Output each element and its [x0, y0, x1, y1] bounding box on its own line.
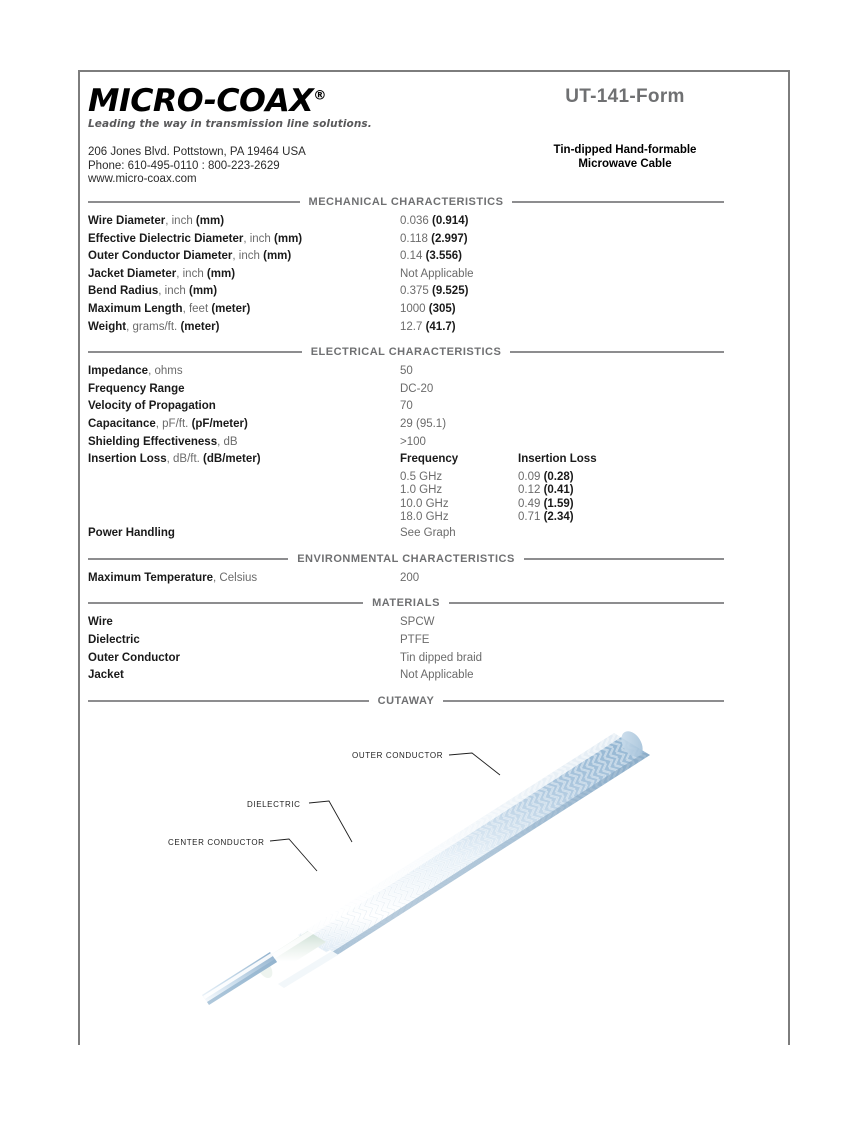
section-header-materials	[88, 595, 724, 611]
unit-imperial: , inch	[232, 250, 264, 263]
mechanical-label: Maximum Length, feet (meter)	[88, 302, 251, 315]
electrical-label: Shielding Effectiveness, dB	[88, 435, 238, 448]
materials-label: Wire	[88, 616, 113, 629]
spec-row	[80, 285, 788, 303]
page-header	[80, 72, 788, 190]
section-header-electrical	[88, 344, 724, 360]
value-metric: (305)	[428, 302, 456, 315]
spec-row	[80, 616, 788, 634]
value-metric: (0.914)	[431, 215, 469, 227]
unit-metric: (mm)	[195, 215, 225, 227]
address-street: 206 Jones Blvd. Pottstown, PA 19464 USA	[88, 146, 306, 158]
part-number-title: UT-141-Form	[565, 86, 685, 107]
insertion-loss-row	[88, 498, 788, 511]
rule-right	[512, 201, 724, 203]
environmental-label: Maximum Temperature, Celsius	[88, 571, 258, 584]
address-phone: Phone: 610-495-0110 : 800-223-2629	[88, 159, 280, 172]
environmental-value: 200	[400, 571, 420, 584]
spec-row	[80, 250, 788, 268]
electrical-label: Frequency Range	[88, 382, 185, 395]
mechanical-label: Effective Dielectric Diameter, inch (mm)	[88, 232, 303, 245]
datasheet-page	[80, 72, 788, 1045]
unit-metric: (mm)	[188, 285, 218, 298]
mechanical-label: Weight, grams/ft. (meter)	[88, 320, 220, 333]
materials-label: Outer Conductor	[88, 651, 180, 664]
unit-imperial: , inch	[243, 232, 275, 245]
spec-row	[80, 268, 788, 286]
unit-imperial: , dB	[217, 435, 238, 448]
callout-label-center-conductor: CENTER CONDUCTOR	[168, 837, 265, 847]
spec-row	[80, 365, 788, 383]
callout-outer-conductor	[352, 751, 500, 775]
micro-coax-logo	[88, 83, 425, 119]
materials-label: Dielectric	[88, 634, 140, 647]
electrical-value: 50	[400, 365, 413, 378]
section-title-cutaway: CUTAWAY	[377, 694, 435, 707]
product-description-line2: Microwave Cable	[578, 157, 672, 170]
rule-left	[88, 351, 302, 353]
insertion-loss-metric: (0.41)	[543, 484, 574, 497]
registered-trademark-icon: ®	[313, 88, 327, 104]
section-header-environmental	[88, 551, 724, 567]
materials-spec-list	[80, 616, 788, 686]
mechanical-label: Bend Radius, inch (mm)	[88, 285, 218, 298]
spec-row	[80, 383, 788, 401]
company-tagline: Leading the way in transmission line solutions.	[88, 118, 372, 130]
mechanical-label: Wire Diameter, inch (mm)	[88, 215, 225, 227]
mechanical-value: 0.036 (0.914)	[400, 215, 469, 227]
electrical-label: Capacitance, pF/ft. (pF/meter)	[88, 417, 248, 430]
electrical-label: Impedance, ohms	[88, 365, 183, 378]
outer-conductor-body	[298, 731, 650, 957]
unit-imperial: , grams/ft.	[126, 320, 181, 333]
rule-right	[510, 351, 724, 353]
power-handling-row	[80, 527, 788, 545]
insertion-loss-label: Insertion Loss, dB/ft. (dB/meter)	[88, 453, 261, 466]
cutaway-diagram	[80, 711, 788, 1011]
company-address	[88, 146, 306, 187]
spacer	[88, 484, 400, 497]
column-header-insertion-loss: Insertion Loss	[518, 453, 597, 466]
mechanical-spec-list	[80, 215, 788, 338]
section-title-materials: MATERIALS	[372, 597, 440, 610]
insertion-loss-frequency: 18.0 GHz	[400, 510, 449, 523]
electrical-value: 29 (95.1)	[400, 417, 447, 430]
materials-value: Tin dipped braid	[400, 651, 483, 664]
materials-value: PTFE	[400, 634, 430, 647]
insertion-loss-frequency: 0.5 GHz	[400, 470, 443, 483]
section-title-mechanical: MECHANICAL CHARACTERISTICS	[308, 196, 504, 208]
insertion-loss-value: 0.09 (0.28)	[518, 470, 574, 483]
unit-metric: (meter)	[211, 302, 251, 315]
cutaway-illustration	[80, 711, 788, 1011]
column-header-frequency: Frequency	[400, 453, 459, 466]
section-title-electrical: ELECTRICAL CHARACTERISTICS	[310, 346, 502, 359]
insertion-loss-block	[80, 453, 788, 524]
rule-right	[443, 700, 724, 702]
spec-row	[80, 652, 788, 670]
insertion-loss-value: 0.71 (2.34)	[518, 510, 574, 523]
insertion-loss-row	[88, 484, 788, 497]
callout-center-conductor	[168, 838, 317, 871]
unit-imperial: , inch	[176, 267, 207, 280]
unit-metric: (mm)	[263, 250, 292, 263]
rule-right	[449, 602, 724, 604]
leader-line-outer-conductor	[449, 753, 500, 775]
rule-right	[524, 558, 724, 560]
spec-row	[80, 418, 788, 436]
value-metric: (9.525)	[431, 285, 469, 298]
insertion-loss-metric: (1.59)	[543, 497, 574, 510]
rule-left	[88, 558, 288, 560]
spec-row	[80, 303, 788, 321]
mechanical-value: 12.7 (41.7)	[400, 320, 456, 333]
spec-row	[80, 669, 788, 687]
unit-imperial: , inch	[165, 215, 196, 227]
insertion-loss-row	[88, 511, 788, 524]
electrical-label: Velocity of Propagation	[88, 400, 216, 413]
mechanical-value: 0.118 (2.997)	[400, 232, 468, 245]
logo-wordmark-text: MICRO-COAX	[88, 83, 314, 119]
insertion-loss-frequency: 10.0 GHz	[400, 497, 449, 510]
insertion-loss-value: 0.12 (0.41)	[518, 484, 574, 497]
electrical-spec-list	[80, 365, 788, 453]
product-title-block	[480, 86, 770, 171]
unit-imperial: , feet	[182, 302, 212, 315]
leader-line-center-conductor	[270, 839, 317, 871]
unit-imperial: , pF/ft.	[155, 417, 192, 430]
mechanical-value: 0.14 (3.556)	[400, 250, 463, 263]
rule-left	[88, 700, 369, 702]
unit-imperial: , Celsius	[213, 571, 258, 584]
insertion-loss-table-body	[88, 471, 788, 525]
mechanical-value: Not Applicable	[400, 267, 474, 280]
rule-left	[88, 201, 300, 203]
mechanical-value: 1000 (305)	[400, 302, 456, 315]
power-handling-label: Power Handling	[88, 527, 175, 540]
unit-imperial: , inch	[158, 285, 189, 298]
value-metric: (2.997)	[431, 232, 468, 245]
materials-value: SPCW	[400, 616, 435, 629]
electrical-value: DC-20	[400, 382, 434, 395]
center-conductor	[202, 952, 277, 1005]
section-title-environmental: ENVIRONMENTAL CHARACTERISTICS	[297, 552, 515, 565]
insertion-loss-metric: (2.34)	[543, 510, 574, 523]
insertion-loss-row	[88, 471, 788, 484]
electrical-value: >100	[400, 435, 426, 448]
mechanical-label: Jacket Diameter, inch (mm)	[88, 267, 236, 280]
spec-row	[80, 233, 788, 251]
environmental-spec-list	[80, 572, 788, 590]
leader-line-dielectric	[309, 801, 352, 842]
section-header-cutaway	[88, 693, 724, 709]
mechanical-value: 0.375 (9.525)	[400, 285, 469, 298]
unit-metric: (mm)	[206, 267, 236, 280]
unit-metric: (meter)	[180, 320, 220, 333]
spec-row	[80, 572, 788, 590]
spec-row	[80, 634, 788, 652]
unit-metric: (pF/meter)	[191, 417, 248, 430]
power-handling-value: See Graph	[400, 527, 456, 540]
spec-row	[80, 215, 788, 233]
product-description-line1: Tin-dipped Hand-formable	[553, 144, 697, 156]
address-website: www.micro-coax.com	[88, 173, 197, 185]
spec-row	[80, 436, 788, 454]
materials-label: Jacket	[88, 669, 124, 682]
value-metric: (3.556)	[425, 250, 463, 263]
insertion-loss-metric: (0.28)	[543, 470, 574, 483]
value-metric: (41.7)	[425, 320, 456, 333]
company-branding	[88, 83, 418, 130]
callout-label-dielectric: DIELECTRIC	[247, 799, 301, 809]
rule-left	[88, 602, 363, 604]
callout-label-outer-conductor: OUTER CONDUCTOR	[352, 750, 444, 760]
unit-metric: (mm)	[274, 232, 303, 245]
insertion-loss-value: 0.49 (1.59)	[518, 497, 574, 510]
spec-row	[80, 400, 788, 418]
insertion-loss-frequency: 1.0 GHz	[400, 484, 443, 497]
spacer	[88, 471, 400, 484]
spacer	[88, 498, 400, 511]
section-header-mechanical	[88, 194, 724, 210]
electrical-value: 70	[400, 400, 413, 413]
mechanical-label: Outer Conductor Diameter, inch (mm)	[88, 250, 292, 263]
callout-dielectric	[247, 800, 352, 842]
product-description	[480, 144, 770, 171]
unit-imperial: , ohms	[148, 365, 183, 378]
spacer	[88, 511, 400, 524]
materials-value: Not Applicable	[400, 669, 474, 682]
spec-row	[80, 321, 788, 339]
